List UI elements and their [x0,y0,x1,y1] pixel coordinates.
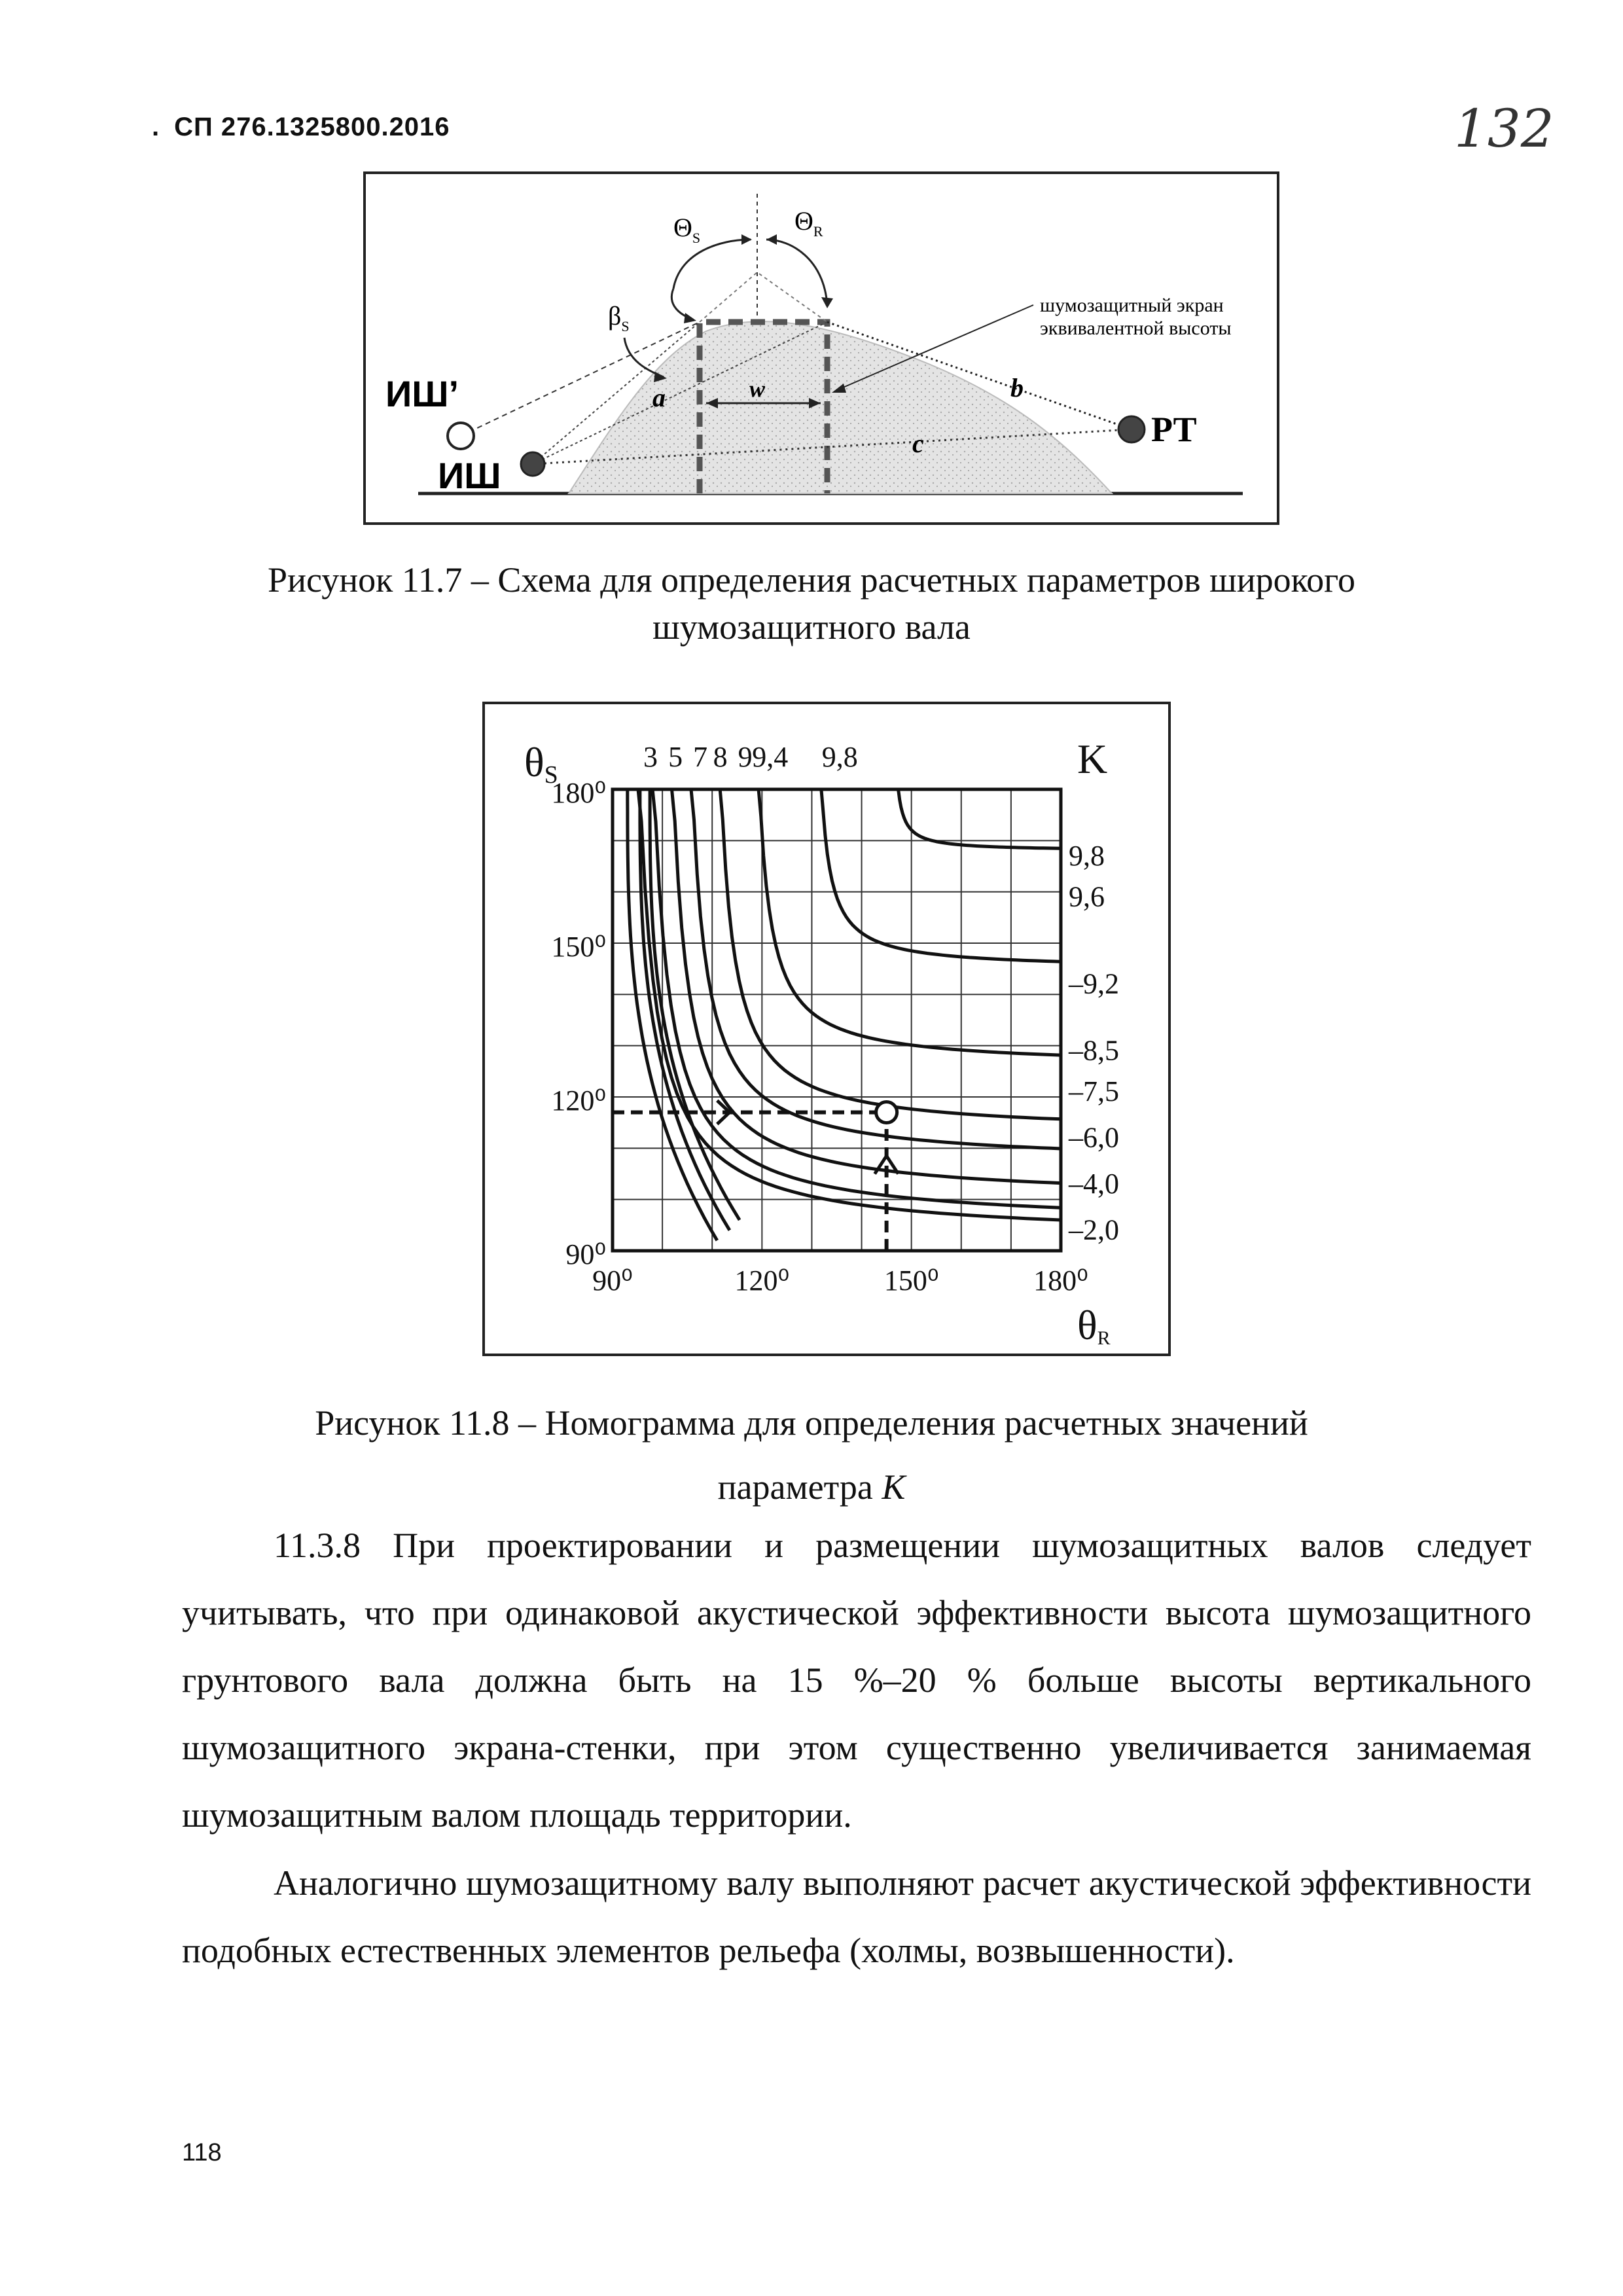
earth-berm [569,321,1112,493]
top-k-label: 8 [713,741,728,773]
figure-11-8-nomogram [482,702,1171,1356]
top-k-label: 3 [643,741,658,773]
label-theta-r: $\Theta_R$ [794,206,823,240]
figure-11-7-caption-line2: шумозащитного вала [652,607,971,647]
header-bullet: . [152,113,160,141]
paragraph-11-3-8: 11.3.8 При проектировании и размещении шумозащитных валов следует учитывать, что при одинаковой акустической эффективности высота шумозащитного грунтового вала должна быть на 15 %–20 % больше высоты вертикального шумозащитного экрана-стенки, при этом существенно увеличивается занимаемая шумозащитным валом площадь территории. [182,1526,1531,1835]
source-point [521,452,544,476]
y-tick-label: 90⁰ [565,1238,606,1270]
right-k-label: –2,0 [1069,1213,1119,1246]
paragraph-analog: Аналогично шумозащитному валу выполняют расчет акустической эффективности подобных естественных элементов рельефа (холмы, возвышенности). [182,1863,1531,1970]
y-axis-title: θS [524,739,558,789]
x-tick-label: 90⁰ [592,1265,633,1297]
y-tick-label: 150⁰ [551,931,606,963]
example-point [876,1102,897,1123]
label-b: b [1010,373,1024,403]
right-k-label: –7,5 [1069,1075,1119,1108]
top-k-label: 5 [668,741,683,773]
nomogram-example [613,1101,899,1251]
y-axis-title-sub: S [544,761,558,789]
label-beta-s: $\beta_S$ [608,301,630,334]
caption-prefix: параметра [717,1467,882,1507]
document-header [152,113,450,142]
x-tick-label: 180⁰ [1033,1265,1088,1297]
k-curve-98 [893,789,1061,848]
label-c: c [912,429,924,458]
x-tick-label: 120⁰ [734,1265,790,1297]
y-tick-label: 120⁰ [551,1085,606,1117]
label-source-mirror: ИШ’ [385,373,459,414]
top-k-label: 9,4 [752,741,789,773]
figure-11-8-caption-line1: Рисунок 11.8 – Номограмма для определения расчетных значений [315,1403,1308,1443]
x-axis-title: θR [1077,1302,1111,1349]
caption-k: K [882,1467,906,1507]
theta-r-arc [766,240,827,305]
theta-s-arc [673,240,751,289]
label-receiver: РТ [1151,410,1197,449]
figure-11-7-caption-line1: Рисунок 11.7 – Схема для определения расчетных параметров широкого [268,560,1355,600]
footer-page-number: 118 [182,2139,222,2166]
figure-11-7-caption [0,556,1623,651]
right-k-label: –8,5 [1069,1034,1119,1067]
label-source: ИШ [438,455,501,496]
right-k-label: 9,8 [1069,839,1105,872]
top-k-label: 7 [693,741,708,773]
top-k-label: 9,8 [821,741,858,773]
right-k-label: –9,2 [1069,967,1119,1000]
theta-s-inner-arc [671,289,693,319]
nomogram-curves [624,789,1061,1240]
receiver-point [1118,416,1145,442]
label-screen-line2: эквивалентной высоты [1040,317,1232,339]
k-axis-title: K [1077,736,1108,782]
right-k-label: 9,6 [1069,880,1105,913]
top-k-label: 9 [738,741,753,773]
x-axis-title-sub: R [1097,1327,1111,1349]
right-k-label: –6,0 [1069,1121,1119,1154]
document-code: СП 276.1325800.2016 [174,113,450,141]
label-screen-line1: шумозащитный экран [1040,295,1224,316]
figure-11-8-caption-line2 [0,1455,1623,1519]
nomogram-grid [613,789,1061,1251]
figure-11-8-caption [0,1391,1623,1519]
right-k-label: –4,0 [1069,1168,1119,1200]
plot-border [613,789,1061,1251]
handwritten-page-number: 132 [1454,98,1554,159]
nomogram-svg [485,704,1173,1359]
y-tick-label: 180⁰ [551,777,606,809]
figure-11-7-diagram [363,171,1279,525]
label-a: a [652,383,666,412]
label-theta-s: $\Theta_S$ [673,213,701,246]
k-curve-96 [813,789,1061,961]
berm-scheme-svg [366,174,1282,528]
k-curve-92 [749,789,1061,1055]
x-tick-label: 150⁰ [883,1265,939,1297]
label-w: w [749,376,766,402]
source-mirror-point [448,423,474,449]
